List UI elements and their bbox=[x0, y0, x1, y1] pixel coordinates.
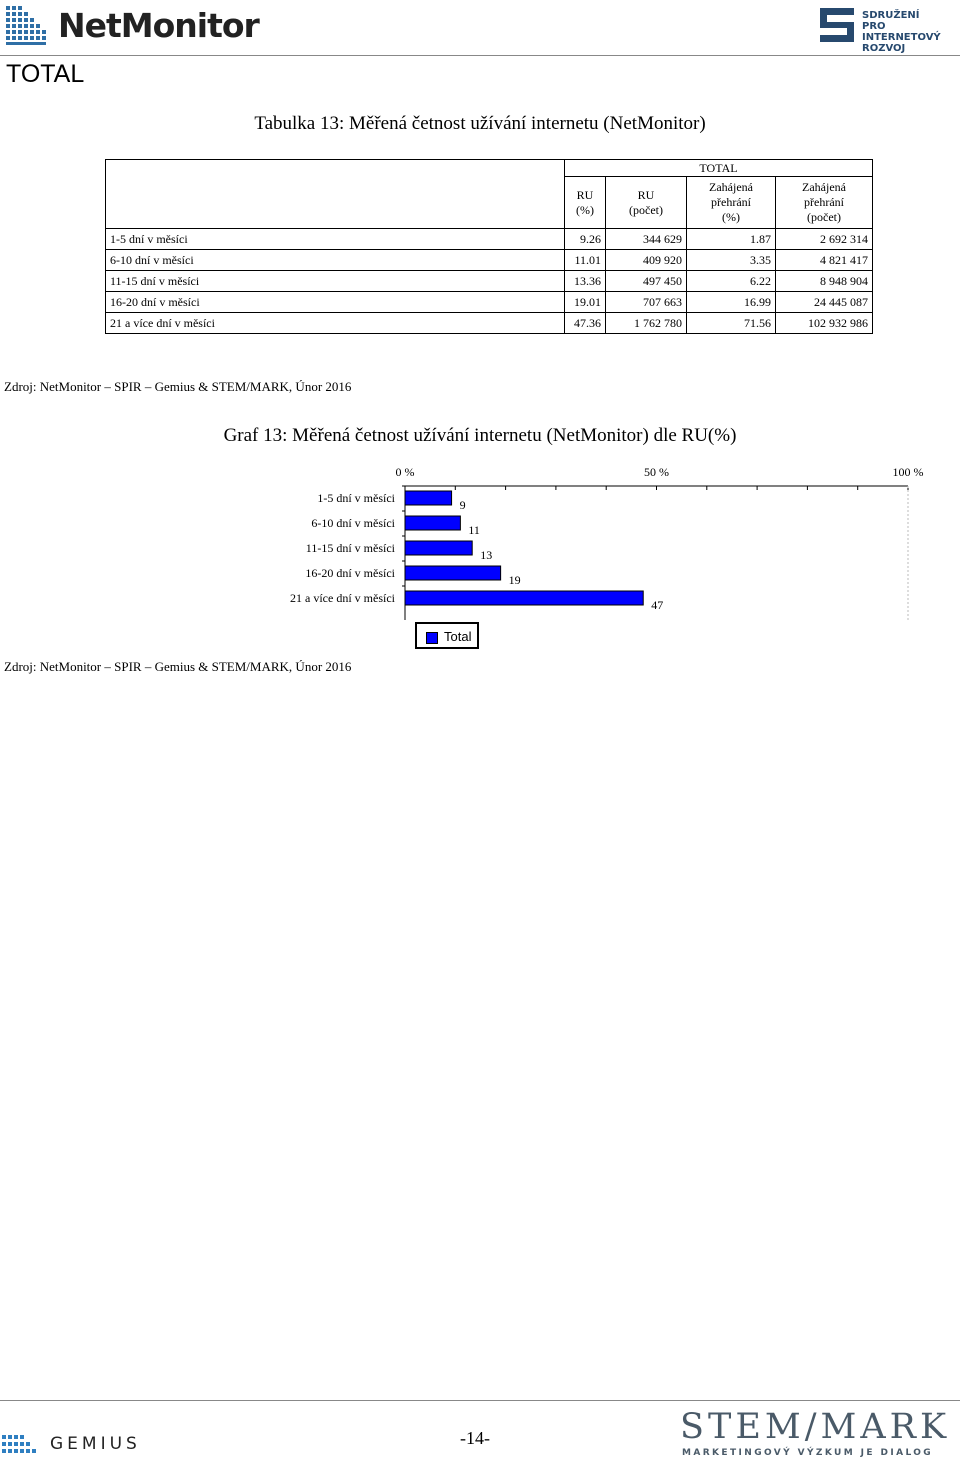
chart-title: Graf 13: Měřená četnost užívání internetu (NetMonitor) dle RU(%) bbox=[223, 425, 737, 446]
column-header-ru-pct bbox=[565, 177, 606, 229]
legend-swatch bbox=[426, 632, 438, 644]
section-title: TOTAL bbox=[6, 60, 85, 88]
cell-plays-pct: 3.35 bbox=[687, 250, 776, 271]
legend-label: Total bbox=[444, 629, 472, 644]
cell-plays-pct: 71.56 bbox=[687, 313, 776, 334]
table-caption: Tabulka 13: Měřená četnost užívání internetu (NetMonitor) bbox=[254, 113, 706, 134]
cell-plays-pct: 1.87 bbox=[687, 229, 776, 250]
spir-logo-icon bbox=[818, 6, 858, 46]
table-row bbox=[106, 250, 873, 271]
cell-plays-count: 24 445 087 bbox=[776, 292, 873, 313]
bar bbox=[405, 566, 501, 580]
x-tick-label: 0 % bbox=[395, 465, 415, 479]
stem-mark-logo-text: STEM/MARK bbox=[680, 1407, 951, 1447]
cell-plays-count: 102 932 986 bbox=[776, 313, 873, 334]
column-header-line: RU bbox=[576, 187, 594, 202]
data-label: 9 bbox=[459, 498, 466, 512]
chart-legend bbox=[415, 622, 479, 649]
spir-logo bbox=[818, 4, 958, 54]
category-label: 16-20 dní v měsíci bbox=[305, 566, 395, 580]
data-label: 47 bbox=[651, 598, 664, 612]
x-tick-label: 100 % bbox=[892, 465, 924, 479]
table-corner-cell bbox=[106, 160, 565, 229]
cell-ru-count: 344 629 bbox=[606, 229, 687, 250]
column-header-line: přehrání bbox=[711, 195, 751, 209]
header-rule bbox=[0, 55, 960, 56]
row-label: 21 a více dní v měsíci bbox=[106, 313, 565, 334]
category-label: 6-10 dní v měsíci bbox=[311, 516, 395, 530]
cell-ru-pct: 13.36 bbox=[565, 271, 606, 292]
category-label: 1-5 dní v měsíci bbox=[317, 491, 395, 505]
row-label: 6-10 dní v měsíci bbox=[106, 250, 565, 271]
table-group-header: TOTAL bbox=[565, 160, 873, 177]
gemius-logo bbox=[2, 1432, 172, 1460]
cell-plays-pct: 16.99 bbox=[687, 292, 776, 313]
page-number: -14- bbox=[460, 1428, 490, 1448]
spir-logo-line-2: PRO INTERNETOVÝ bbox=[862, 21, 941, 43]
cell-plays-count: 4 821 417 bbox=[776, 250, 873, 271]
data-label: 13 bbox=[480, 548, 493, 562]
table-row bbox=[106, 292, 873, 313]
bar bbox=[405, 541, 472, 555]
table-row bbox=[106, 313, 873, 334]
row-label: 11-15 dní v měsíci bbox=[106, 271, 565, 292]
category-label: 21 a více dní v měsíci bbox=[290, 591, 395, 605]
netmonitor-logo-text: NetMonitor bbox=[58, 6, 259, 45]
bar-chart bbox=[0, 460, 960, 620]
cell-ru-count: 707 663 bbox=[606, 292, 687, 313]
column-header-line: Zahájená bbox=[709, 180, 753, 194]
column-header-line: (%) bbox=[722, 210, 740, 224]
cell-ru-count: 409 920 bbox=[606, 250, 687, 271]
footer-rule bbox=[0, 1400, 960, 1401]
cell-plays-count: 8 948 904 bbox=[776, 271, 873, 292]
cell-ru-pct: 19.01 bbox=[565, 292, 606, 313]
column-header-plays-count bbox=[776, 177, 873, 229]
spir-logo-text bbox=[862, 10, 958, 54]
table-row bbox=[106, 271, 873, 292]
column-header-line: (%) bbox=[576, 202, 594, 217]
cell-ru-pct: 47.36 bbox=[565, 313, 606, 334]
data-label: 19 bbox=[508, 573, 521, 587]
netmonitor-logo bbox=[6, 4, 259, 48]
cell-ru-count: 497 450 bbox=[606, 271, 687, 292]
spir-logo-line-3: ROZVOJ bbox=[862, 43, 906, 54]
column-header-line: (počet) bbox=[807, 210, 841, 224]
row-label: 1-5 dní v měsíci bbox=[106, 229, 565, 250]
spir-logo-line-1: SDRUŽENÍ bbox=[862, 10, 920, 21]
category-label: 11-15 dní v měsíci bbox=[305, 541, 395, 555]
cell-plays-pct: 6.22 bbox=[687, 271, 776, 292]
column-header-line: RU bbox=[637, 187, 655, 202]
bar bbox=[405, 491, 452, 505]
gemius-logo-icon bbox=[2, 1433, 42, 1457]
stem-mark-logo bbox=[680, 1408, 956, 1462]
cell-ru-pct: 11.01 bbox=[565, 250, 606, 271]
bar bbox=[405, 516, 460, 530]
row-label: 16-20 dní v měsíci bbox=[106, 292, 565, 313]
bar bbox=[405, 591, 643, 605]
column-header-line: přehrání bbox=[804, 195, 844, 209]
gemius-logo-text: GEMIUS bbox=[50, 1434, 141, 1454]
netmonitor-logo-icon bbox=[6, 6, 50, 46]
table-row bbox=[106, 229, 873, 250]
column-header-plays-pct bbox=[687, 177, 776, 229]
cell-plays-count: 2 692 314 bbox=[776, 229, 873, 250]
column-header-ru-count bbox=[606, 177, 687, 229]
stem-mark-tagline: MARKETINGOVÝ VÝZKUM JE DIALOG bbox=[682, 1448, 934, 1458]
source-note-chart: Zdroj: NetMonitor – SPIR – Gemius & STEM/MARK, Únor 2016 bbox=[4, 659, 352, 674]
table-group-header-row bbox=[106, 160, 873, 177]
data-label: 11 bbox=[468, 523, 480, 537]
column-header-line: (počet) bbox=[629, 202, 663, 217]
cell-ru-pct: 9.26 bbox=[565, 229, 606, 250]
x-tick-label: 50 % bbox=[644, 465, 669, 479]
cell-ru-count: 1 762 780 bbox=[606, 313, 687, 334]
column-header-line: Zahájená bbox=[802, 180, 846, 194]
data-table bbox=[105, 159, 873, 334]
source-note-table: Zdroj: NetMonitor – SPIR – Gemius & STEM/MARK, Únor 2016 bbox=[4, 379, 352, 394]
